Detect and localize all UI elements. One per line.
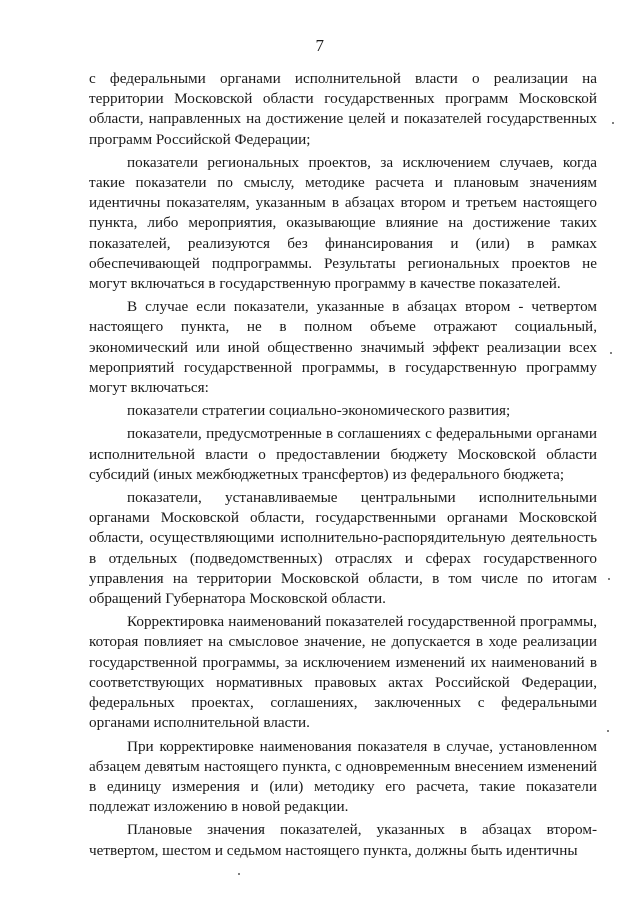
paragraph-4: показатели стратегии социально-экономического развития; <box>127 402 511 420</box>
paragraph-6: показатели, устанавливаемые центральными исполнительными органами Московской области, государственными органами Московской области, осуществляющими исполнительно-распорядительную деятельность в отдельных (подведомственных) отраслях и сферах государственного управления на территории Московской области, в том числе по итогам обращений Губернатора Московской области. <box>89 489 597 608</box>
scan-speck <box>607 730 609 732</box>
scan-speck <box>612 122 614 124</box>
paragraph-7: Корректировка наименований показателей государственной программы, которая повлияет на смысловое значение, не допускается в ходе реализации государственной программы, за исключением изменений их наименований в соответствующих нормативных правовых актах Российской Федерации, федеральных проектах, соглашениях, заключенных с федеральными органами исполнительной власти. <box>89 613 597 732</box>
paragraph-9: Плановые значения показателей, указанных в абзацах втором-четвертом, шестом и седьмом настоящего пункта, должны быть идентичны <box>89 821 597 859</box>
scan-speck <box>238 873 240 875</box>
paragraph-1: с федеральными органами исполнительной власти о реализации на территории Московской области государственных программ Московской области, направленных на достижение целей и показателей государственных программ Российской Федерации; <box>89 70 597 148</box>
scan-speck <box>608 578 610 580</box>
paragraph-5: показатели, предусмотренные в соглашениях с федеральными органами исполнительной власти о предоставлении бюджету Московской области субсидий (иных межбюджетных трансфертов) из федерального бюджета; <box>89 425 597 483</box>
paragraph-2: показатели региональных проектов, за исключением случаев, когда такие показатели по смыслу, методике расчета и плановым значениям идентичны показателям, указанным в абзацах втором и третьем настоящего пункта, либо мероприятия, оказывающие влияние на достижение таких показателей, реализуются без финансирования и (или) в рамках обеспечивающей подпрограммы. Результаты региональных проектов не могут включаться в государственную программу в качестве показателей. <box>89 153 597 293</box>
paragraph-8: При корректировке наименования показателя в случае, установленном абзацем девятым настоящего пункта, с одновременным внесением изменений в единицу измерения и (или) методику его расчета, такие показатели подлежат изложению в новой редакции. <box>89 737 597 816</box>
paragraph-3: В случае если показатели, указанные в абзацах втором - четвертом настоящего пункта, не в полном объеме отражают социальный, экономический или иной общественно значимый эффект реализации всех мероприятий государственной программы, в государственную программу могут включаться: <box>89 298 597 397</box>
scan-speck <box>610 352 612 354</box>
page-number: 7 <box>315 36 325 55</box>
document-body <box>89 69 597 861</box>
